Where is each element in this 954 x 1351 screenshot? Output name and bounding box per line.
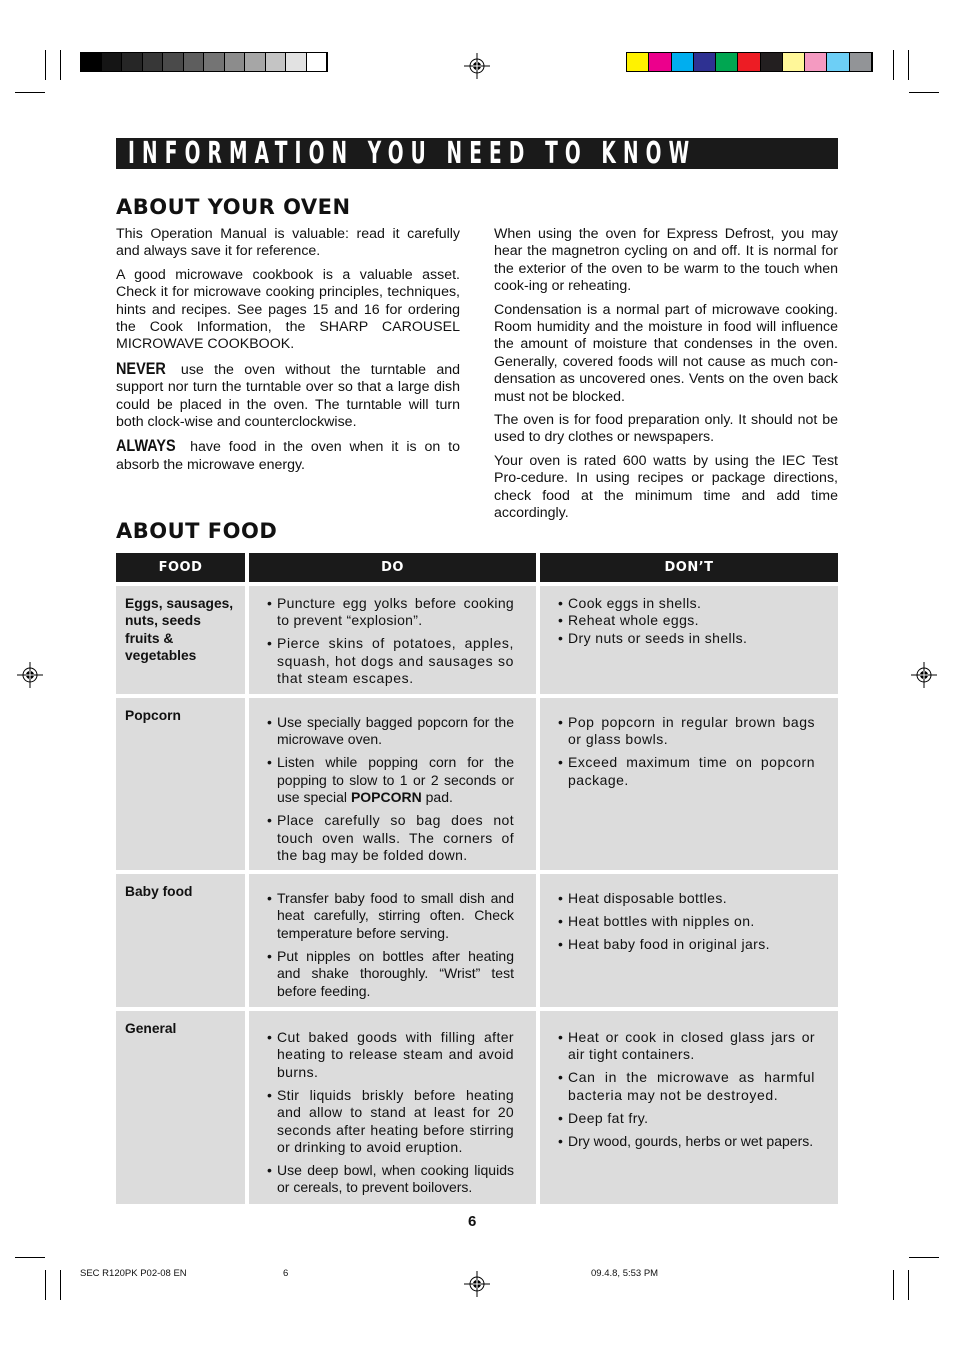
- do-list: [249, 874, 536, 1000]
- crop-mark: [908, 50, 909, 80]
- food-name: Baby food: [125, 884, 193, 900]
- calibration-swatch: [694, 53, 716, 71]
- crop-mark: [908, 1270, 909, 1300]
- page-title: INFORMATION YOU NEED TO KNOW: [128, 136, 697, 171]
- calibration-swatch: [850, 53, 872, 71]
- calibration-swatch: [649, 53, 671, 71]
- calibration-swatch: [143, 53, 164, 71]
- calibration-swatch: [184, 53, 205, 71]
- column-header-food: FOOD: [116, 553, 249, 582]
- crop-mark: [15, 92, 45, 93]
- paragraph: When using the oven for Express Defrost, you may hear the magnetron cycling on and off. It is normal for the exterior of the oven to be warm to the touch when cook-ing or reheating.: [494, 226, 838, 295]
- table-row: [116, 874, 838, 1007]
- calibration-swatch: [738, 53, 760, 71]
- table-row: [116, 1011, 838, 1204]
- registration-mark-icon: [911, 662, 937, 688]
- section-heading-about-oven: ABOUT YOUR OVEN: [116, 195, 351, 219]
- list-item: • Reheat whole eggs.: [558, 612, 815, 629]
- popcorn-pad-label: POPCORN: [350, 789, 422, 806]
- registration-mark-icon: [464, 53, 490, 79]
- list-item: • Use deep bowl, when cooking liquids or cereals, to prevent boilovers.: [267, 1162, 514, 1197]
- do-list: [249, 1011, 536, 1197]
- calibration-swatch: [672, 53, 694, 71]
- calibration-swatch: [122, 53, 143, 71]
- food-table: [116, 553, 838, 1204]
- list-item: • Pop popcorn in regular brown bags or glass bowls.: [558, 714, 815, 749]
- paragraph: Your oven is rated 600 watts by using the IEC Test Pro-cedure. In using recipes or package directions, check food at the minimum time and add time accordingly.: [494, 452, 838, 522]
- grayscale-calibration-bar: [80, 52, 328, 72]
- registration-mark-icon: [464, 1271, 490, 1297]
- do-list: [249, 586, 536, 688]
- crop-mark: [893, 50, 894, 80]
- calibration-swatch: [225, 53, 246, 71]
- calibration-swatch: [245, 53, 266, 71]
- do-list: [249, 698, 536, 864]
- food-name: Popcorn: [125, 708, 181, 723]
- list-item: • Put nipples on bottles after heating and shake thoroughly. “Wrist” test before feeding.: [267, 948, 514, 1000]
- paragraph: A good microwave cookbook is a valuable asset. Check it for microwave cooking principles, techniques, hints and recipes. See pages 15 and 16 for ordering the Cook Information, the SHARP CAROUSEL MICROWAVE COOKBOOK.: [116, 266, 460, 353]
- column-header-dont: DON’T: [540, 553, 838, 582]
- table-row: [116, 586, 838, 694]
- dont-list: [540, 586, 838, 647]
- calibration-swatch: [627, 53, 649, 71]
- color-calibration-bar: [626, 52, 873, 72]
- list-item: • Cook eggs in shells.: [558, 595, 815, 612]
- always-text: have food in the oven when it is on to absorb the microwave energy.: [116, 439, 460, 473]
- crop-mark: [60, 1270, 61, 1300]
- calibration-swatch: [102, 53, 123, 71]
- list-item: • Heat disposable bottles.: [558, 890, 815, 907]
- crop-mark: [893, 1270, 894, 1300]
- page-title-band: [116, 138, 838, 169]
- about-oven-right-column: [494, 226, 838, 529]
- footer-timestamp: 09.4.8, 5:53 PM: [591, 1268, 659, 1279]
- list-item: [267, 754, 514, 806]
- column-header-do: DO: [249, 553, 540, 582]
- list-item: • Can in the microwave as harmful bacteria may not be destroyed.: [558, 1069, 815, 1104]
- calibration-swatch: [716, 53, 738, 71]
- food-name: General: [125, 1021, 177, 1037]
- calibration-swatch: [761, 53, 783, 71]
- calibration-swatch: [204, 53, 225, 71]
- list-item: • Dry nuts or seeds in shells.: [558, 630, 815, 647]
- calibration-swatch: [163, 53, 184, 71]
- paragraph: The oven is for food preparation only. It should not be used to dry clothes or newspapers.: [494, 412, 838, 446]
- list-item-text-tail: pad.: [421, 789, 453, 806]
- list-item: • Exceed maximum time on popcorn package.: [558, 754, 815, 789]
- list-item: • Pierce skins of potatoes, apples, squash, hot dogs and sausages so that steam escapes.: [267, 635, 514, 687]
- list-item: • Puncture egg yolks before cooking to prevent “explosion”.: [267, 595, 514, 630]
- calibration-swatch: [266, 53, 287, 71]
- footer-page: 6: [283, 1268, 289, 1279]
- list-item: • Heat baby food in original jars.: [558, 936, 815, 953]
- never-text: use the oven without the turntable and support nor turn the turntable over so that a large dish could be placed in the oven. The turntable will turn both clock-wise and counterclockwise.: [116, 361, 460, 431]
- crop-mark: [15, 1257, 45, 1258]
- dont-list: [540, 874, 838, 953]
- crop-mark: [45, 50, 46, 80]
- list-item: • Place carefully so bag does not touch oven walls. The corners of the bag may be folded down.: [267, 812, 514, 864]
- footer-file-id: SEC R120PK P02-08 EN: [80, 1268, 187, 1279]
- never-lead: NEVER: [116, 358, 166, 378]
- crop-mark: [45, 1270, 46, 1300]
- registration-mark-icon: [17, 662, 43, 688]
- always-lead: ALWAYS: [116, 436, 176, 456]
- table-row: [116, 698, 838, 870]
- list-item: • Transfer baby food to small dish and heat carefully, stirring often. Check temperature before serving.: [267, 890, 514, 942]
- list-item: • Cut baked goods with filling after heating to release steam and avoid burns.: [267, 1029, 514, 1081]
- about-oven-left-column: [116, 226, 460, 480]
- dont-list: [540, 1011, 838, 1150]
- section-heading-about-food: ABOUT FOOD: [116, 519, 278, 543]
- list-item: • Use specially bagged popcorn for the microwave oven.: [267, 714, 514, 749]
- list-item: • Stir liquids briskly before heating and allow to stand at least for 20 seconds after heating before stirring or drinking to avoid eruption.: [267, 1087, 514, 1157]
- calibration-swatch: [827, 53, 849, 71]
- calibration-swatch: [783, 53, 805, 71]
- calibration-swatch: [286, 53, 307, 71]
- paragraph-always: [116, 437, 460, 474]
- list-item: • Heat or cook in closed glass jars or air tight containers.: [558, 1029, 815, 1064]
- crop-mark: [909, 92, 939, 93]
- page-number: 6: [468, 1213, 477, 1230]
- list-item-text: Listen while popping corn for the popping to slow to 1 or 2 seconds or use special: [277, 754, 514, 806]
- calibration-swatch: [307, 53, 328, 71]
- calibration-swatch: [81, 53, 102, 71]
- list-item: • Heat bottles with nipples on.: [558, 913, 815, 930]
- paragraph: Condensation is a normal part of microwave cooking. Room humidity and the moisture in food will influence the amount of moisture that condenses in the oven. Generally, covered foods will not cause as much con-densation as uncovered ones. Vents on the oven back must not be blocked.: [494, 301, 838, 405]
- paragraph-never: [116, 360, 460, 432]
- paragraph: This Operation Manual is valuable: read it carefully and always save it for reference.: [116, 226, 460, 260]
- list-item: • Dry wood, gourds, herbs or wet papers.: [558, 1133, 815, 1150]
- crop-mark: [60, 50, 61, 80]
- calibration-swatch: [805, 53, 827, 71]
- food-name: Eggs, sausages, nuts, seeds fruits & vegetables: [125, 596, 234, 664]
- dont-list: [540, 698, 838, 789]
- crop-mark: [909, 1257, 939, 1258]
- list-item: • Deep fat fry.: [558, 1110, 815, 1127]
